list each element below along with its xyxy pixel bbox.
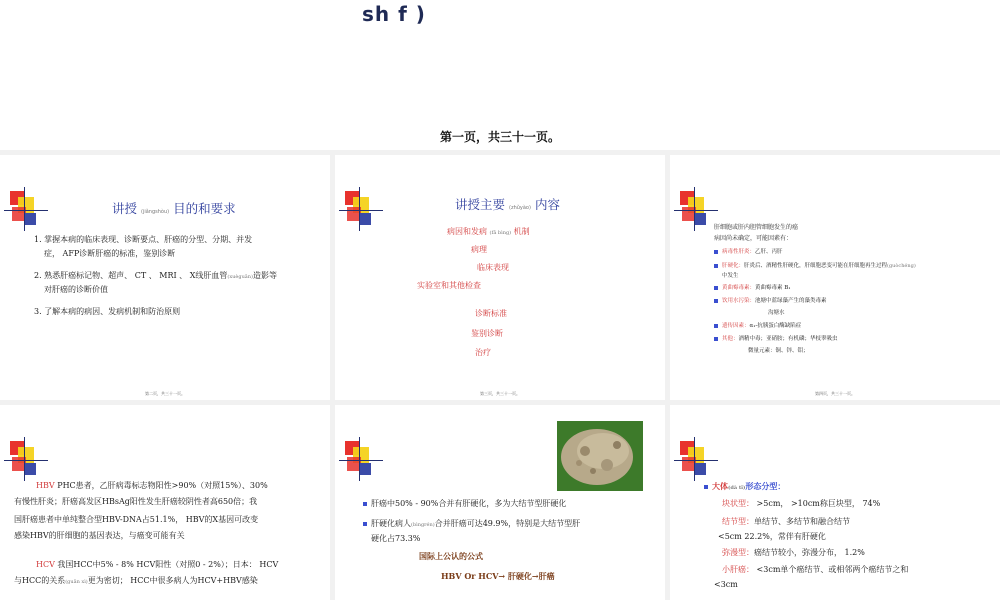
formula-text: HBV Or HCV→ 肝硬化→肝癌: [441, 571, 555, 581]
hbv-paragraph-line-4: 感染HBV的肝细胞的基因表达，与癌变可能有关: [14, 531, 185, 540]
liver-specimen-image: [557, 421, 643, 491]
slide-thumbnail-3[interactable]: [335, 155, 665, 400]
slide-thumbnail-5[interactable]: [0, 405, 330, 600]
slide-footer: 第二页，共三十一页。: [145, 391, 185, 396]
cirrhosis-bullet-2: 肝硬化病人(bìngrén)合并肝癌可达49.9%，特别是大结节型肝: [363, 517, 580, 532]
slide-thumbnail-7[interactable]: [670, 405, 1000, 600]
slide-footer: 第三页，共三十一页。: [480, 391, 520, 396]
content-item-diagnosis: 诊断标准: [475, 309, 507, 318]
cause-other-line-2: 微量元素：铜、锌、钼；: [748, 348, 809, 354]
decorative-logo-icon: [4, 435, 48, 481]
hbv-paragraph-line-3: 国肝癌患者中单纯整合型HBV-DNA占51.1%， HBV的X基因可改变: [14, 515, 259, 524]
hbv-paragraph-line-2: 有慢性肝炎；肝癌高发区HBsAg阳性发生肝癌较阴性者高650倍；我: [14, 497, 258, 506]
slide-thumbnail-4[interactable]: [670, 155, 1000, 400]
cirrhosis-bullet-1: 肝癌中50% - 90%合并有肝硬化，多为大结节型肝硬化: [363, 497, 566, 511]
gross-type-title: 大体(dà tǐ)形态分型：: [704, 479, 785, 495]
top-title-fragment: sh f ): [362, 2, 426, 26]
slide-thumbnail-6[interactable]: [335, 405, 665, 600]
bullet-icon: [714, 324, 718, 328]
cause-water-pollution-line-2: 沟塘水: [768, 310, 785, 316]
slide-title: 讲授主要 (zhǔyào) 内容: [455, 197, 560, 212]
bullet-icon: [714, 286, 718, 290]
bullet-icon: [714, 264, 718, 268]
formula-title: 国际上公认的公式: [419, 551, 483, 561]
content-item-lab: 实验室和其他检查: [417, 281, 481, 290]
bullet-icon: [714, 337, 718, 341]
cause-intro: 病因尚未确定，可能因素有：: [714, 235, 793, 242]
cause-other: 其他：酒精中毒；亚硝胺；有机磷；华枝睾吸虫: [714, 334, 838, 344]
gross-type-nodular: 结节型：单结节、多结节和融合结节: [722, 517, 850, 526]
bullet-icon: [363, 522, 367, 526]
hbv-paragraph-line-1: HBV PHC患者，乙肝病毒标志物阳性>90%（对照15%）、30%: [36, 481, 268, 490]
decorative-logo-icon: [339, 435, 383, 481]
goal-item-1-line-1: 1. 掌握本病的临床表现、诊断要点、肝癌的分型、分期、并发: [34, 235, 253, 244]
cause-viral-hepatitis: 病毒性肝炎：乙肝、丙肝: [714, 247, 783, 257]
bullet-icon: [363, 502, 367, 506]
content-item-pathology: 病理: [471, 245, 487, 254]
bullet-icon: [714, 299, 718, 303]
cirrhosis-bullet-2-line-2: 硬化占73.3%: [371, 534, 421, 543]
hcv-paragraph-line-1: HCV 我国HCC中5% - 8% HCV阳性（对照0 - 2%）；日本： HCV: [36, 560, 279, 569]
cause-cirrhosis-line-2: 中发生: [722, 273, 739, 279]
content-item-etiology: 病因和发病 (fā bìng) 机制: [447, 227, 530, 236]
cause-aflatoxin: 黄曲霉毒素：黄曲霉毒素 B₁: [714, 283, 791, 293]
gross-type-small: 小肝癌： <3cm单个癌结节、或相邻两个癌结节之和: [722, 565, 909, 574]
cause-cirrhosis: 肝硬化：肝炎后、酒精性肝硬化，肝细胞恶变可能在肝细胞再生过程(guòchéng): [714, 261, 916, 271]
goal-item-3: 3. 了解本病的病因、发病机制和防治原则: [34, 307, 181, 316]
slide-footer: 第四页，共三十一页。: [815, 391, 855, 396]
goal-item-2-line-2: 对肝癌的诊断价值: [44, 285, 108, 294]
bullet-icon: [714, 250, 718, 254]
slide-title: 讲授 (jiǎngshòu) 目的和要求: [112, 201, 236, 216]
decorative-logo-icon: [674, 185, 718, 231]
gross-type-massive: 块状型： >5cm， >10cm称巨块型， 74%: [722, 499, 881, 508]
goal-item-2-line-1: 2. 熟悉肝癌标记物、超声、 CT 、 MRI 、 X线肝血管(xuèguǎn)造影等: [34, 271, 277, 280]
content-item-differential: 鉴别诊断: [471, 329, 503, 338]
decorative-logo-icon: [339, 185, 383, 231]
goal-item-1-line-2: 症， AFP诊断肝癌的标准，鉴别诊断: [44, 249, 176, 258]
gross-type-nodular-detail: <5cm 22.2%，常伴有肝硬化: [718, 532, 826, 541]
cause-water-pollution: 饮用水污染：池塘中蓝绿藻产生的藻类毒素: [714, 296, 827, 306]
decorative-logo-icon: [674, 435, 718, 481]
top-slide-strip: [0, 0, 1000, 150]
decorative-logo-icon: [4, 185, 48, 231]
cause-genetic: 遗传因素：α₁-抗胰蛋白酶缺陷症: [714, 321, 801, 331]
hcv-paragraph-line-2: 与HCC的关系(guān xì)更为密切； HCC中很多病人为HCV+HBV感染: [14, 576, 258, 585]
page-count-label: 第一页，共三十一页。: [439, 130, 560, 144]
bullet-icon: [704, 485, 708, 489]
content-item-treatment: 治疗: [475, 348, 491, 357]
content-item-clinical: 临床表现: [477, 263, 509, 272]
gross-type-small-line-2: <3cm: [714, 580, 738, 589]
slide-thumbnail-2[interactable]: [0, 155, 330, 400]
definition-line: 肝细胞或肝内胆管细胞发生的癌: [714, 224, 799, 231]
gross-type-diffuse: 弥漫型：癌结节较小，弥漫分布， 1.2%: [722, 548, 865, 557]
